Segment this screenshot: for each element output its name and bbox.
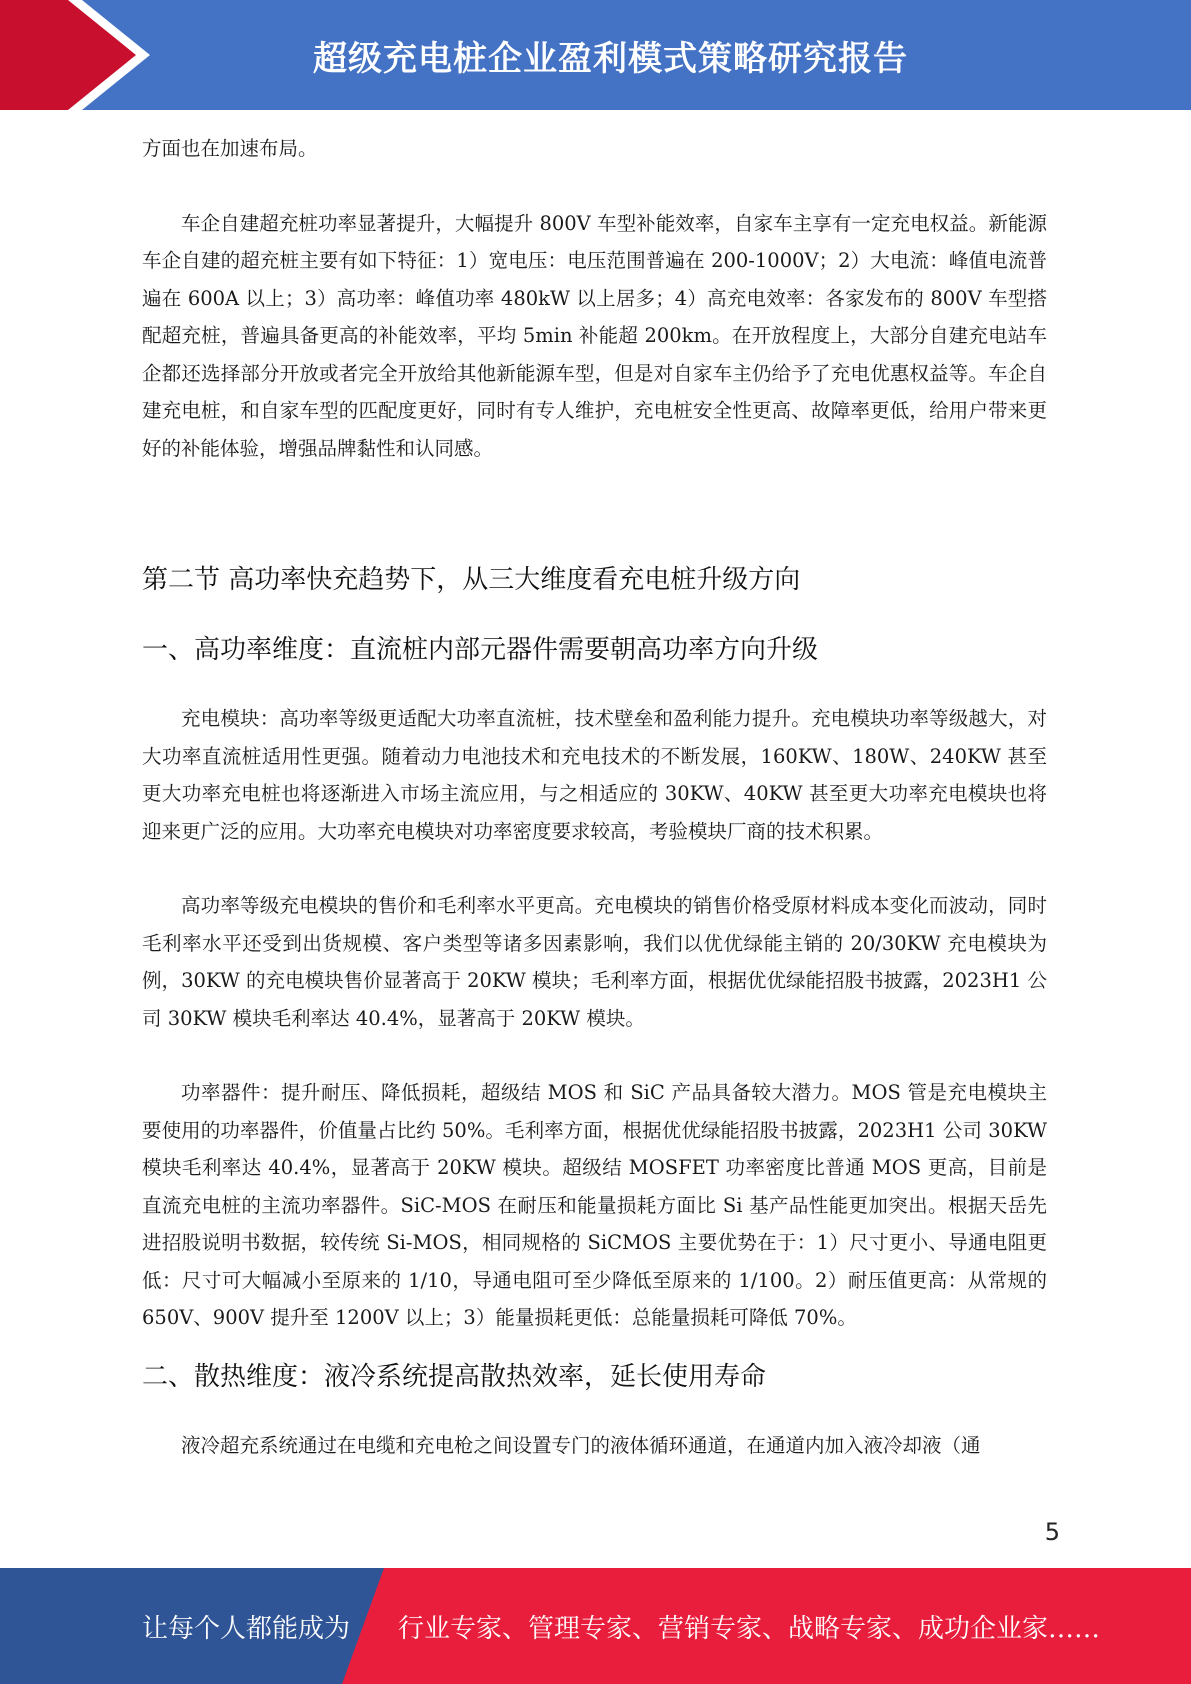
subsection-1-heading: 一、高功率维度：直流桩内部元器件需要朝高功率方向升级: [142, 635, 819, 665]
subsection-2-heading: 二、散热维度：液冷系统提高散热效率，延长使用寿命: [142, 1361, 767, 1392]
footer-slogan-left: 让每个人都能成为: [142, 1613, 351, 1644]
page-number: 5: [1044, 1518, 1060, 1546]
document-body: [142, 130, 1047, 1464]
paragraph-oem-supercharger: 车企自建超充桩功率显著提升，大幅提升 800V 车型补能效率，自家车主享有一定充电权益。新能源车企自建的超充桩主要有如下特征：1）宽电压：电压范围普遍在 200-1000V；2）大电流：峰值电流普遍在 600A 以上；3）高功率：峰值功率 480kW 以上居多；4）高充电效率：各家发布的 800V 车型搭配超充桩，普遍具备更高的补能效率，平均 5min 补能超 200km。在开放程度上，大部分自建充电站车企都还选择部分开放或者完全开放给其他新能源车型，但是对自家车主仍给予了充电优惠权益等。车企自建充电桩，和自家车型的匹配度更好，同时有专人维护，充电桩安全性更高、故障率更低，给用户带来更好的补能体验，增强品牌黏性和认同感。: [142, 211, 1047, 460]
paragraph-continuation: 方面也在加速布局。: [142, 137, 318, 160]
report-title: 超级充电桩企业盈利模式策略研究报告: [313, 38, 908, 79]
page-header: [0, 0, 1191, 110]
paragraph-liquid-cooling: 液冷超充系统通过在电缆和充电枪之间设置专门的液体循环通道，在通道内加入液冷却液（通: [181, 1433, 981, 1457]
footer-slogan-right: 行业专家、管理专家、营销专家、战略专家、成功企业家……: [398, 1613, 1101, 1644]
paragraph-module-price: 高功率等级充电模块的售价和毛利率水平更高。充电模块的销售价格受原材料成本变化而波动，同时毛利率水平还受到出货规模、客户类型等诸多因素影响，我们以优优绿能主销的 20/30KW 充电模块为例，30KW 的充电模块售价显著高于 20KW 模块；毛利率方面，根据优优绿能招股书披露，2023H1 公司 30KW 模块毛利率达 40.4%，显著高于 20KW 模块。: [142, 894, 1047, 1030]
section-2-heading: 第二节 高功率快充趋势下，从三大维度看充电桩升级方向: [142, 565, 801, 595]
page-footer: [0, 1568, 1191, 1684]
paragraph-charging-module: 充电模块：高功率等级更适配大功率直流桩，技术壁垒和盈利能力提升。充电模块功率等级越大，对大功率直流桩适用性更强。随着动力电池技术和充电技术的不断发展，160KW、180W、240KW 甚至更大功率充电桩也将逐渐进入市场主流应用，与之相适应的 30KW、40KW 甚至更大功率充电模块也将迎来更广泛的应用。大功率充电模块对功率密度要求较高，考验模块厂商的技术积累。: [142, 707, 1047, 843]
paragraph-power-device: 功率器件：提升耐压、降低损耗，超级结 MOS 和 SiC 产品具备较大潜力。MOS 管是充电模块主要使用的功率器件，价值量占比约 50%。毛利率方面，根据优优绿能招股书披露，2023H1 公司 30KW 模块毛利率达 40.4%，显著高于 20KW 模块。超级结 MOSFET 功率密度比普通 MOS 更高，目前是直流充电桩的主流功率器件。SiC-MOS 在耐压和能量损耗方面比 Si 基产品性能更加突出。根据天岳先进招股说明书数据，较传统 Si-MOS，相同规格的 SiCMOS 主要优势在于：1）尺寸更小、导通电阻更低：尺寸可大幅减小至原来的 1/10，导通电阻可至少降低至原来的 1/100。2）耐压值更高：从常规的 650V、900V 提升至 1200V 以上；3）能量损耗更低：总能量损耗可降低 70%。: [142, 1081, 1047, 1329]
header-red-chevron: [0, 0, 148, 110]
